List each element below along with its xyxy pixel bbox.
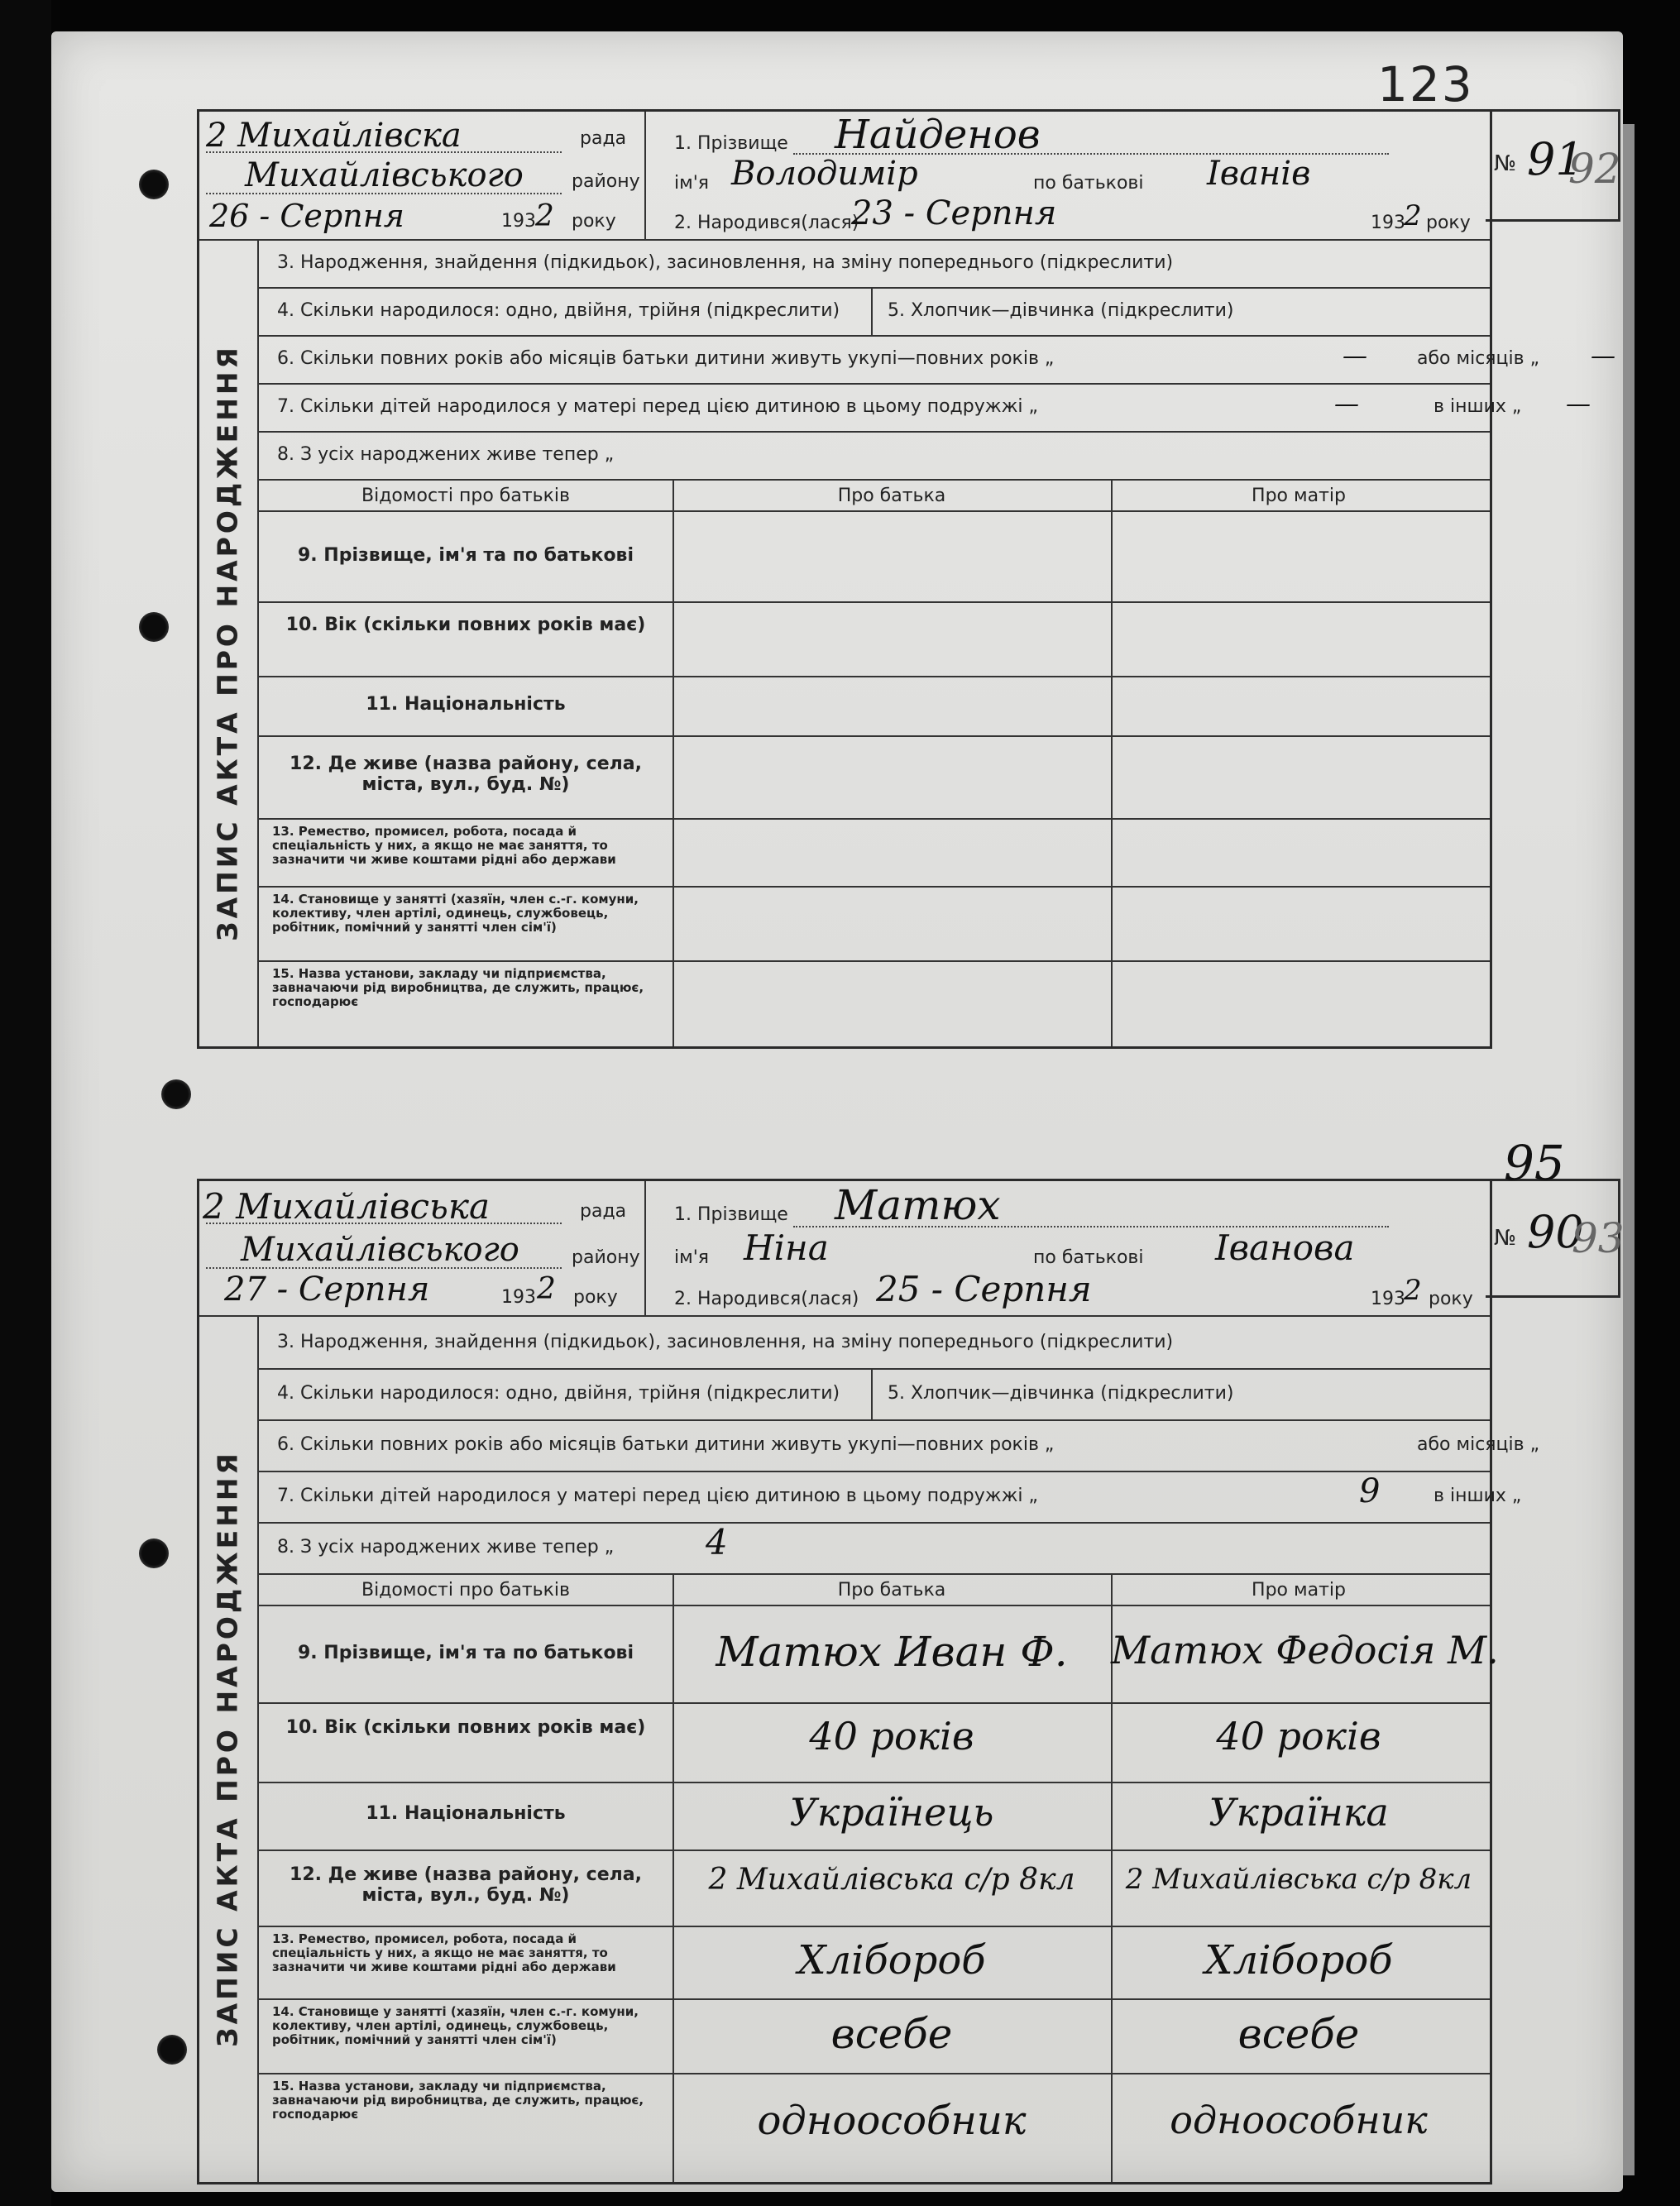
record-number-top: 95 [1504,1135,1565,1191]
child-identity-block [644,1181,1481,1315]
table-row: 10. Вік (скільки повних років має) [259,601,1490,677]
birth-year-prefix: 193 [1371,213,1405,233]
page-edge [1623,124,1635,2175]
birth-year-label: року [1429,1289,1473,1309]
council-name: 2 Михайлівска [206,117,462,155]
surname-label: 1. Прізвище [674,133,788,154]
record-number: 91 [1527,133,1584,185]
record-number-box-1: № 91 92 [1486,109,1620,222]
parents-table [259,1573,1499,2182]
surname-label: 1. Прізвище [674,1204,788,1225]
birth-year-digit: 2 [1404,199,1422,232]
col-father: Про батька [837,1580,946,1601]
raion-label: району [572,1247,640,1268]
table-row: 11. Національність [259,676,1490,737]
row-birth-type: 3. Народження, знайдення (підкидьок), засиновлення, на зміну попереднього (підкреслити) [259,1315,1490,1370]
row-multiplicity-sex: 4. Скільки народилося: одно, двійня, трійня (підкреслити) 5. Хлопчик—дівчинка (підкреслити) [259,287,1490,337]
row-multiplicity-sex: 4. Скільки народилося: одно, двійня, трійня (підкреслити) 5. Хлопчик—дівчинка (підкреслити) [259,1368,1490,1421]
table-row: 15. Назва установи, закладу чи підприємства, завначаючи рід виробництва, де служить, працює, господарює одноособник одноособник [259,2073,1490,2182]
raion-label: району [572,171,640,192]
record-header [199,112,1490,241]
child-patronymic: Іванова [1215,1227,1355,1268]
father-residence: 2 Михайлівська с/р 8кл [708,1863,1075,1897]
mother-occupation: Хлібороб [1204,1937,1393,1983]
child-surname: Найденов [835,112,1041,158]
born-label: 2. Народився(лася) [674,1289,859,1309]
child-name: Ніна [744,1227,829,1268]
year-digit: 2 [535,199,554,233]
year-label: року [572,211,616,232]
father-status: всебе [830,2010,953,2058]
row-parents-together: 6. Скільки повних років або місяців батьки дитини живуть укупі—повних років „ або місяців „ [259,1419,1490,1472]
father-occupation: Хлібороб [797,1937,986,1983]
page-number: 123 [1377,56,1474,112]
year-digit: 2 [537,1272,556,1306]
punch-hole [157,2035,187,2065]
col-mother: Про матір [1252,1580,1346,1601]
table-row: 14. Становище у занятті (хазяїн, член с.-г. комуни, колективу, член артілі, одинець, службовець, робітник, помічний у занятті член сім'ї) [259,886,1490,962]
birth-year-label: року [1426,213,1471,233]
col-father: Про батька [837,486,946,506]
record-number-alt: 93 [1572,1214,1625,1262]
table-row: 9. Прізвище, ім'я та по батькові Матюх Иван Ф. Матюх Федосія М. [259,1605,1490,1704]
row-children-alive: 8. З усіх народжених живе тепер „ [259,431,1490,481]
punch-hole [139,170,169,199]
table-row: 10. Вік (скільки повних років має) 40 років 40 років [259,1702,1490,1783]
col-mother: Про матір [1252,486,1346,506]
birth-year-prefix: 193 [1371,1289,1405,1309]
record-header [199,1181,1490,1317]
father-nationality: Українець [789,1790,994,1835]
patronymic-label: по батькові [1033,173,1144,194]
record-vertical-title: ЗАПИС АКТА ПРО НАРОДЖЕННЯ [198,1315,259,2182]
year-prefix: 193 [501,1287,536,1308]
father-age: 40 років [809,1714,974,1759]
rada-label: рада [580,128,627,149]
registration-date: 26 - Серпня [209,198,404,234]
punch-hole [139,1538,169,1568]
father-name: Матюх Иван Ф. [716,1628,1068,1676]
record-number-alt: 92 [1568,145,1621,193]
rada-label: рада [580,1201,627,1222]
col-parents-info: Відомості про батьків [361,486,570,506]
table-row: 13. Ремество, промисел, робота, посада й спеціальність у них, а якщо не має заняття, то зазначити чи живе коштами рідні або держави Хлібороб Хлібороб [259,1926,1490,2000]
birth-year-digit: 2 [1404,1274,1422,1307]
row-children-alive: 8. З усіх народжених живе тепер „ 4 [259,1522,1490,1575]
council-block [199,112,646,239]
child-surname: Матюх [835,1181,1001,1229]
table-row: 11. Національність Українець Українка [259,1782,1490,1851]
birth-date: 23 - Серпня [851,194,1057,232]
child-name: Володимір [731,155,918,193]
children-alive-count: 4 [706,1522,728,1562]
row-birth-type: 3. Народження, знайдення (підкидьок), засиновлення, на зміну попереднього (підкреслити) [259,239,1490,289]
record-vertical-title: ЗАПИС АКТА ПРО НАРОДЖЕННЯ [198,239,259,1046]
parents-table [259,479,1490,1046]
mother-workplace: одноособник [1170,2098,1428,2142]
birth-record-2 [197,1179,1539,2184]
row-children-before: 7. Скільки дітей народилося у матері перед цією дитиною в цьому подружжі „ 9 в інших „ [259,1471,1490,1524]
born-label: 2. Народився(лася) [674,213,859,233]
child-identity-block [644,112,1481,239]
table-row: 12. Де живе (назва району, села, міста, вул., буд. №) [259,735,1490,820]
punch-hole [161,1079,191,1109]
mother-nationality: Українка [1209,1790,1389,1835]
table-row: 13. Ремество, промисел, робота, посада й спеціальність у них, а якщо не має заняття, то зазначити чи живе коштами рідні або держави [259,818,1490,888]
district-name: Михайлівського [241,1231,519,1269]
council-name: 2 Михайлівська [203,1186,491,1227]
mother-name: Матюх Федосія М. [1111,1628,1499,1672]
birth-date: 25 - Серпня [876,1269,1092,1309]
record-number-box-2: № 90 93 [1486,1179,1620,1298]
year-label: року [573,1287,618,1308]
father-workplace: одноособник [757,2098,1027,2144]
patronymic-label: по батькові [1033,1247,1144,1268]
name-label: ім'я [674,173,709,194]
mother-age: 40 років [1216,1714,1381,1759]
col-parents-info: Відомості про батьків [361,1580,570,1601]
row-children-before: 7. Скільки дітей народилося у матері перед цією дитиною в цьому подружжі „ — в інших „ — [259,383,1490,433]
record-number: 90 [1527,1206,1584,1258]
table-row: 15. Назва установи, закладу чи підприємства, завначаючи рід виробництва, де служить, працює, господарює [272,966,644,1009]
punch-hole [139,612,169,642]
year-prefix: 193 [501,211,536,232]
table-row: 12. Де живе (назва району, села, міста, вул., буд. №) 2 Михайлівська с/р 8кл 2 Михайлівська с/р 8кл [259,1849,1490,1927]
district-name: Михайлівського [245,156,524,194]
child-patronymic: Іванів [1207,155,1311,193]
scan-border [0,0,51,2206]
mother-status: всебе [1237,2010,1360,2058]
registration-date: 27 - Серпня [224,1270,430,1309]
children-before-count: 9 [1359,1472,1381,1510]
council-block [199,1181,646,1315]
mother-residence: 2 Михайлівська с/р 8кл [1125,1863,1472,1896]
row-parents-together: 6. Скільки повних років або місяців батьки дитини живуть укупі—повних років „ — або місяців „ — [259,335,1490,385]
name-label: ім'я [674,1247,709,1268]
table-row: 14. Становище у занятті (хазяїн, член с.-г. комуни, колективу, член артілі, одинець, службовець, робітник, помічний у занятті член сім'ї) всебе всебе [259,1998,1490,2074]
table-row: 9. Прізвище, ім'я та по батькові [259,510,1490,603]
